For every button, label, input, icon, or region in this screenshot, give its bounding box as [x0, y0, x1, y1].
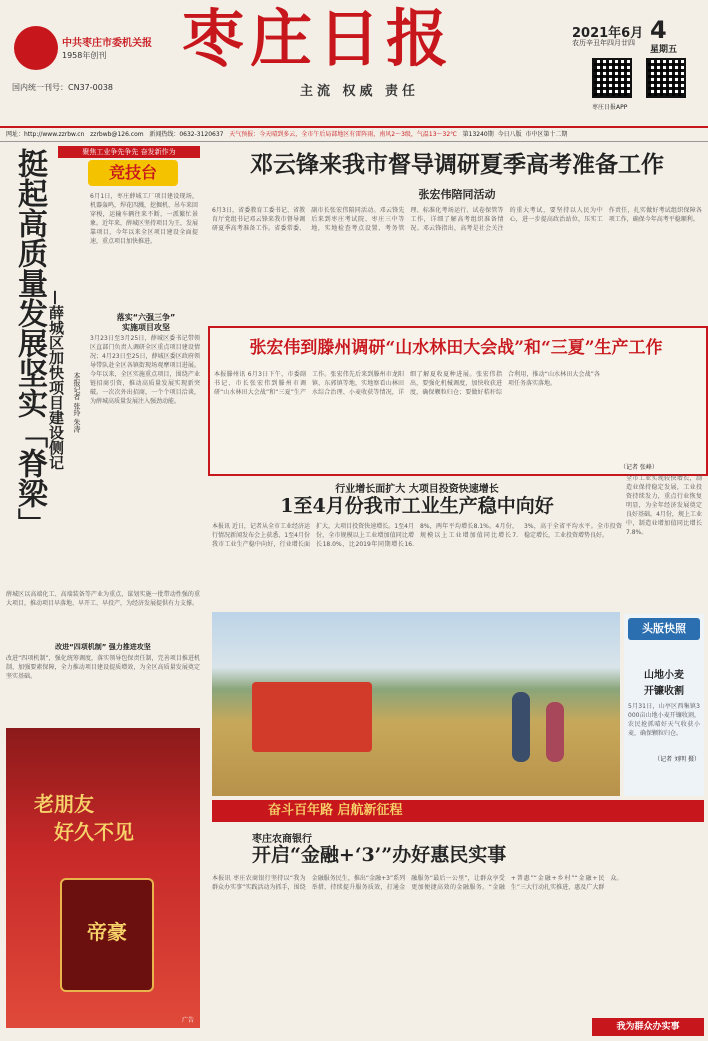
right-body-text: 全市工业实现较快增长，制造业保持稳定发展，工业投资持续发力，重点行业恢复明显，为全年经济发展奠定良好基础。4月份，规上工业中，制造业增加值同比增长7.8%。: [626, 475, 702, 536]
edition: 市中区第十二期: [525, 131, 568, 138]
ad-slogan: 老朋友: [34, 792, 94, 816]
founded-text: 1958年创刊: [62, 51, 107, 60]
section-title: 实施项目攻坚: [122, 323, 170, 332]
qr-code-icon: [646, 58, 686, 98]
lead-body-text: 6月3日，省委教育工委书记、省教育厅党组书记邓云锋来我市督导调研夏季高考准备工作。省委常委、副市长张宏伟陪同活动。邓云锋先后来到枣庄考试院、枣庄三中等地，实地检查考点设置、考务管理、标准化考场运行、试卷保管等工作，详细了解高考组织准备情况。邓云锋指出，高考是社会关注的重大考试，要坚持以人民为中心，进一步提高政治站位，压实工作责任，扎实做好考试组织保障各项工作，确保今年高考平稳顺利。: [212, 207, 702, 232]
left-subhead: —薛城区加快项目建设侧记: [47, 290, 65, 470]
combine-harvester-image: [252, 682, 372, 752]
masthead-rule: [0, 126, 708, 128]
industry-headline[interactable]: 1至4月份我市工业生产稳中向好: [280, 495, 554, 517]
left-body-text: 薛城区以高端化工、高端装备等产业为重点，谋划实施一批带动性强的重大项目，推动项目早落地、早开工、早投产，为经济发展提供有力支撑。: [6, 591, 200, 607]
industry-body-text: 本报讯 近日，记者从全市工业经济运行情况新闻发布会上获悉，1至4月份我市工业生产稳中向好，行业增长面扩大，大项目投资快速增长。1至4月份，全市规模以上工业增加值同比增长18.0%，比2019年同期增长16.8%，两年平均增长8.1%。4月份，规模以上工业增加值同比增长7.3%，高于全省平均水平。全市投资稳定增长，工业投资增势良好。: [212, 523, 622, 548]
farmer-figure: [546, 702, 564, 762]
bank-body-text: 本报讯 枣庄农商银行坚持以“我为群众办实事”实践活动为抓手，围绕金融服务民生，推出“金融+3”系列举措，持续提升服务质效，打通金融服务“最后一公里”，让群众享受更加便捷高效的金融服务。“金融+普惠”“金融+乡村”“金融+民生”三大行动扎实推进，惠及广大群众。: [212, 875, 623, 891]
bottom-banner: 奋斗百年路 启航新征程: [212, 800, 704, 822]
boxed-headline[interactable]: 张宏伟到滕州调研“山水林田大会战”和“三夏”生产工作: [249, 338, 663, 358]
website[interactable]: 网址：http://www.zzrbw.cn: [6, 131, 85, 138]
info-bar: [6, 129, 706, 139]
cn-number: 国内统一刊号：CN37-0038: [12, 83, 113, 92]
divider: [0, 141, 708, 142]
date-month: 2021年6月: [572, 26, 644, 41]
left-headline: 挺起高质量发展坚实「脊梁」: [12, 148, 47, 538]
ad-brand: 帝豪: [87, 920, 127, 944]
ad-label: 广告: [181, 1017, 194, 1024]
industry-kicker: 行业增长面扩大 大项目投资快速增长: [335, 484, 499, 495]
date-day: 4: [650, 16, 667, 44]
app-label: 枣庄日报APP: [592, 104, 628, 111]
lead-subhead: 张宏伟陪同活动: [418, 188, 496, 201]
caption-title: 开镰收割: [644, 686, 684, 697]
issue-number: 第13240期: [462, 131, 494, 138]
left-body-text: 6月1日，枣庄薛城工厂项目建设现场，机器轰鸣，焊花四溅，挖掘机、吊车来回穿梭，运输车辆往来不断，一派繁忙景象。近年来，薛城区坚持项目为王，发展靠项目，今年以来全区项目建设全面提速，重点项目加快推进。: [90, 193, 198, 245]
bank-headline[interactable]: 开启“金融+‘3’”办好惠民实事: [252, 844, 507, 866]
email[interactable]: zzrbwb@126.com: [90, 131, 144, 138]
slogan: 主流 权威 责任: [300, 84, 420, 99]
weekday: 星期五: [650, 45, 678, 55]
party-emblem-icon: [14, 26, 58, 70]
bank-kicker: 枣庄农商银行: [252, 834, 312, 845]
left-body-text: 改进“四项机制”，强化统筹调度，落实领导包保责任制，完善项目推进机制，加强要素保障，全力推动项目建设提质增效，为全区高质量发展奠定坚实基础。: [6, 655, 200, 680]
caption-title: 山地小麦: [644, 670, 684, 681]
photo-credit: （记者 刘明 摄）: [654, 756, 700, 763]
qr-code-icon: [592, 58, 632, 98]
section-title: 落实“六强三争”: [116, 313, 176, 322]
section-title: 改进“四项机制” 强力推进攻坚: [55, 643, 151, 651]
left-byline: 本报记者 张玲 朱涛: [73, 372, 81, 433]
weather: 天气预报：今天晴到多云，全市午后局部地区有雷阵雨，南风2～3级，气温13～32℃: [229, 131, 457, 138]
lunar-date: 农历辛丑年四月廿四: [572, 39, 635, 47]
hotline: 新闻热线：0632-3120637: [149, 131, 224, 138]
advertisement[interactable]: [6, 728, 200, 1028]
topic-badge: 聚焦工业争先争先 奋发新作为: [58, 146, 200, 158]
left-body-text: 3月23日至3月25日，薛城区委书记带领区直部门负责人调研全区重点项目建设情况；4月23日至25日，薛城区委区政府领导带队赴全区各镇街现场观摩项目进展。今年以来，全区实施重点项目，围绕产业链招商引资，推动高质量发展实现新突破。一次次外出招商，一个个项目洽谈，为薛城高质量发展注入强劲动能。: [90, 335, 200, 405]
lead-headline[interactable]: 邓云锋来我市督导调研夏季高考准备工作: [250, 151, 664, 178]
caption-text: 5月31日，山亭区西集镇3000亩山地小麦开镰收割，农民抢抓晴好天气收获小麦，确保颗粒归仓。: [628, 703, 700, 737]
footer-badge: 我为群众办实事: [592, 1018, 704, 1036]
wheat-harvest-photo: [212, 612, 620, 796]
boxed-body-text: 本报滕州讯 6月3日下午，市委副书记、市长张宏伟到滕州市调研“山水林田大会战”和“三夏”生产工作。张宏伟先后来到滕州市龙阳镇、东郭镇等地，实地察看山林田水综合治理、小麦收获等情况，详细了解夏收夏种进展。张宏伟指出，要强化机械调度，加快收获进度，确保颗粒归仓；要做好秸秆综合利用，推动“山水林田大会战”各项任务落实落地。: [214, 371, 600, 396]
newspaper-title: 枣庄日报: [182, 2, 455, 75]
liquor-box-image: [60, 878, 154, 992]
ad-slogan: 好久不见: [54, 820, 134, 844]
farmer-figure: [512, 692, 530, 762]
boxed-tail: （记者 张峰）: [620, 464, 658, 471]
photo-badge: 头版快照: [628, 618, 700, 640]
org-name: 中共枣庄市委机关报: [62, 38, 152, 49]
page-count: 今日八版: [497, 131, 522, 138]
arena-banner: 竞技台: [88, 160, 178, 186]
